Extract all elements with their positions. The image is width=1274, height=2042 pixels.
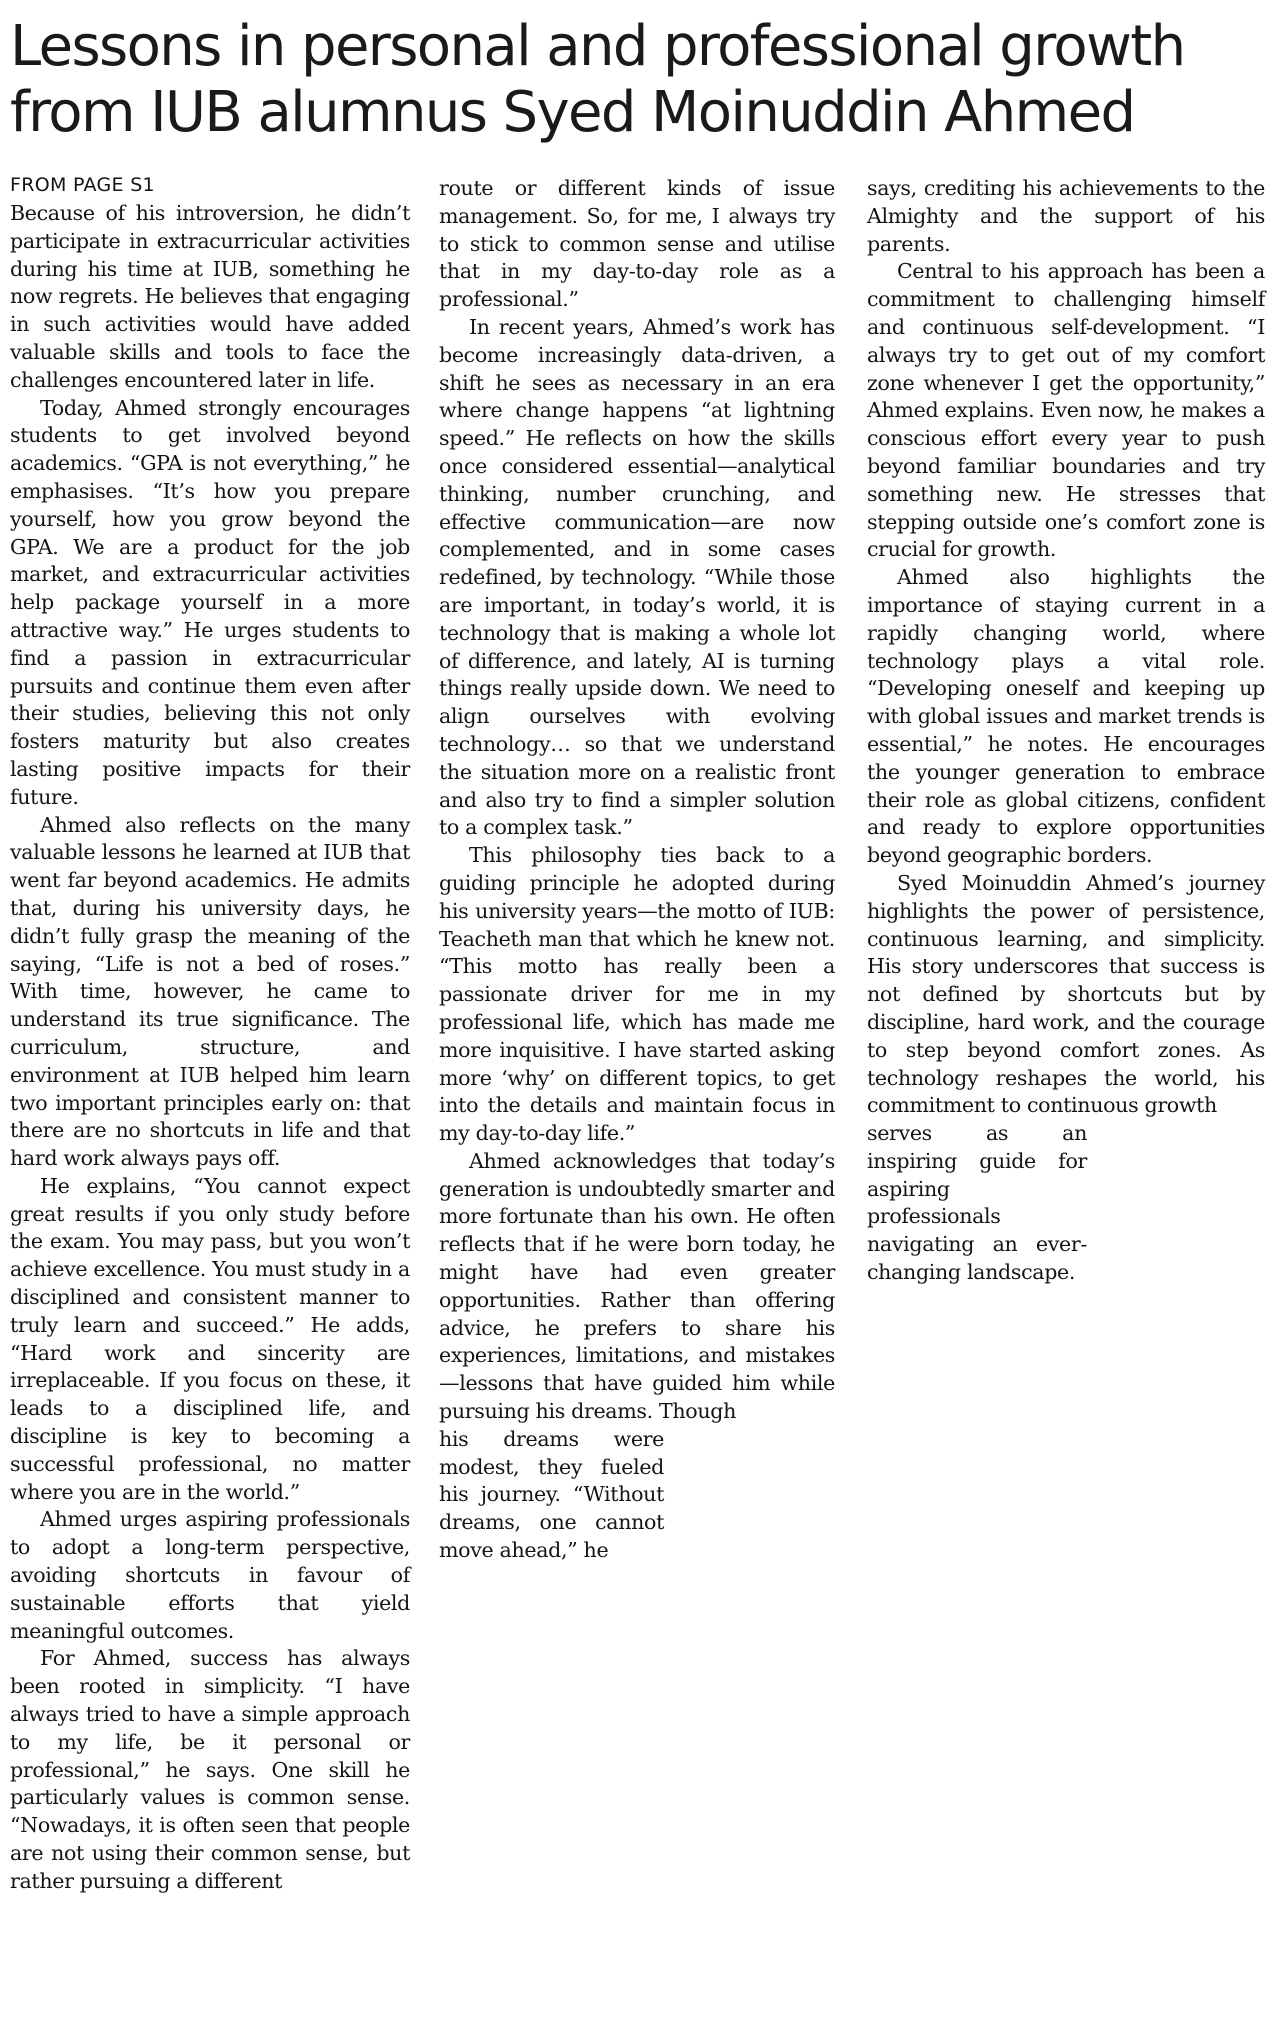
paragraph: This philosophy ties back to a guiding principle he adopted during his university years—the motto of IUB: Teacheth man that which he knew not. “This motto has really been a passionate driver for me in my professional life, which has made me more inquisitive. I have started asking more ‘why’ on different topics, to get into the details and maintain focus in my day-to-day life.” xyxy=(439,843,835,1146)
paragraph-tail: serves as an inspiring guide for aspiring professionals navigating an ever-changing landscape. xyxy=(867,1121,1087,1285)
paragraph: Because of his introversion, he didn’t participate in extracurricular activities during his time at IUB, something he now regrets. He believes that engaging in such activities would have added valuable skills and tools to face the challenges encountered later in life. xyxy=(10,201,410,392)
paragraph: Central to his approach has been a commitment to challenging himself and continuous self-development. “I always try to get out of my comfort zone whenever I get the opportunity,” Ahmed explains. Even now, he makes a conscious effort every year to push beyond familiar boundaries and try something new. He stresses that stepping outside one’s comfort zone is crucial for growth. xyxy=(867,259,1265,562)
article-column-1 xyxy=(10,172,410,1896)
paragraph: For Ahmed, success has always been rooted in simplicity. “I have always tried to have a simple approach to my life, be it personal or professional,” he says. One skill he particularly values is common sense. “Nowadays, it is often seen that people are not using their common sense, but rather pursuing a different xyxy=(10,1646,410,1893)
headline: Lessons in personal and professional growth from IUB alumnus Syed Moinuddin Ahmed xyxy=(10,14,1185,145)
paragraph: Ahmed urges aspiring professionals to adopt a long-term perspective, avoiding shortcuts in favour of sustainable efforts that yield meaningful outcomes. xyxy=(10,1507,410,1643)
paragraph: Ahmed acknowledges that today’s generation is undoubtedly smarter and more fortunate than his own. He often reflects that if he were born today, he might have had even greater opportunities. Rather than offering advice, he prefers to share his experiences, limitations, and mistakes—lessons that have guided him while pursuing his dreams. Though xyxy=(439,1148,835,1424)
article-column-2 xyxy=(439,175,835,1565)
paragraph: Syed Moinuddin Ahmed’s journey highlights the power of persistence, continuous learning, and simplicity. His story underscores that success is not defined by shortcuts but by discipline, hard work, and the courage to step beyond comfort zones. As technology reshapes the world, his commitment to continuous growth xyxy=(867,870,1265,1118)
paragraph: He explains, “You cannot expect great results if you only study before the exam. You may pass, but you won’t achieve excellence. You must study in a disciplined and consistent manner to truly learn and succeed.” He adds, “Hard work and sincerity are irreplaceable. If you focus on these, it leads to a disciplined life, and discipline is key to becoming a successful professional, no matter where you are in the world.” xyxy=(10,1173,410,1504)
continuation-label: FROM PAGE S1 xyxy=(10,174,155,196)
paragraph: Ahmed also highlights the importance of staying current in a rapidly changing world, where technology plays a vital role. “Developing oneself and keeping up with global issues and market trends is essential,” he notes. He encourages the younger generation to embrace their role as global citizens, confident and ready to explore opportunities beyond geographic borders. xyxy=(867,565,1265,868)
article-column-3 xyxy=(867,175,1265,1287)
paragraph: Today, Ahmed strongly encourages students to get involved beyond academics. “GPA is not everything,” he emphasises. “It’s how you prepare yourself, how you grow beyond the GPA. We are a product for the job market, and extracurricular activities help package yourself in a more attractive way.” He urges students to find a passion in extracurricular pursuits and continue them even after their studies, believing this not only fosters maturity but also creates lasting positive impacts for their future. xyxy=(10,395,410,809)
paragraph: says, crediting his achievements to the Almighty and the support of his parents. xyxy=(867,176,1265,256)
paragraph: In recent years, Ahmed’s work has become increasingly data-driven, a shift he sees as necessary in an era where change happens “at lightning speed.” He reflects on how the skills once considered essential—analytical thinking, number crunching, and effective communication—are now complemented, and in some cases redefined, by technology. “While those are important, in today’s world, it is technology that is making a whole lot of difference, and lately, AI is turning things really upside down. We need to align ourselves with evolving technology… so that we understand the situation more on a realistic front and also try to find a simpler solution to a complex task.” xyxy=(439,314,835,840)
paragraph: route or different kinds of issue management. So, for me, I always try to stick to common sense and utilise that in my day-to-day role as a professional.” xyxy=(439,176,835,312)
paragraph: Ahmed also reflects on the many valuable lessons he learned at IUB that went far beyond academics. He admits that, during his university days, he didn’t fully grasp the meaning of the saying, “Life is not a bed of roses.” With time, however, he came to understand its true significance. The curriculum, structure, and environment at IUB helped him learn two important principles early on: that there are no shortcuts in life and that hard work always pays off. xyxy=(10,812,410,1171)
paragraph-tail: his dreams were modest, they fueled his journey. “Without dreams, one cannot move ahead,” he xyxy=(439,1426,664,1563)
